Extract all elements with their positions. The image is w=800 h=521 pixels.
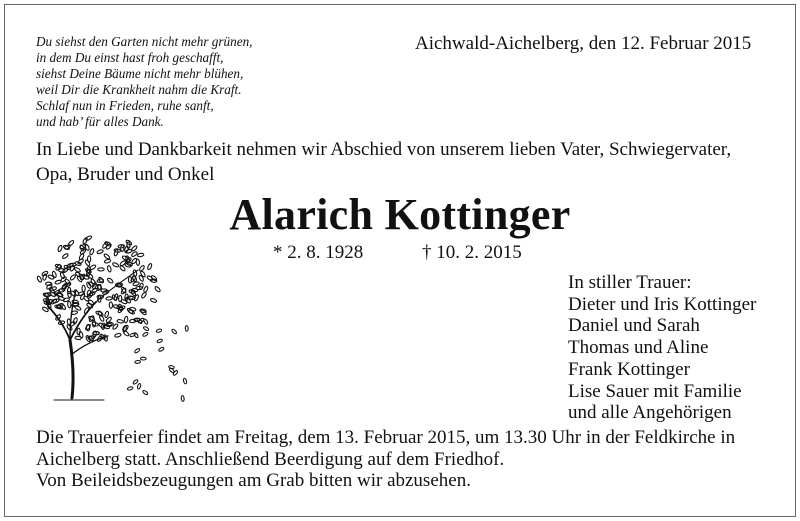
poem-line: in dem Du einst hast froh geschafft,	[36, 50, 224, 65]
funeral-info-line: Aichelberg statt. Anschließend Beerdigung auf dem Friedhof.	[36, 448, 505, 470]
funeral-info-line: Die Trauerfeier findet am Freitag, dem 13. Februar 2015, um 13.30 Uhr in der Feldkirche in	[36, 427, 736, 448]
intro-line: Opa, Bruder und Onkel	[36, 164, 215, 185]
place-and-date: Aichwald-Aichelberg, den 12. Februar 2015	[415, 33, 752, 54]
intro-line: In Liebe und Dankbarkeit nehmen wir Abschied von unserem lieben Vater, Schwiegervater,	[36, 139, 732, 160]
mourner-name: und alle Angehörigen	[568, 402, 732, 424]
funeral-info-line: Von Beileidsbezeugungen am Grab bitten wir abzusehen.	[36, 470, 471, 491]
mourner-name: Dieter und Iris Kottinger	[568, 293, 757, 315]
mourner-name: Daniel und Sarah	[568, 315, 700, 337]
funeral-info	[36, 427, 735, 492]
mourner-name: Frank Kottinger	[568, 358, 690, 380]
mourners-list	[568, 272, 756, 424]
poem	[36, 34, 252, 130]
death-date: † 10. 2. 2015	[422, 242, 522, 263]
mourners-heading: In stiller Trauer:	[568, 272, 692, 293]
deceased-name: Alarich Kottinger	[229, 190, 571, 239]
mourner-name: Thomas und Aline	[568, 337, 709, 359]
intro-text	[36, 137, 776, 187]
poem-line: Du siehst den Garten nicht mehr grünen,	[36, 34, 253, 49]
poem-line: und hab’ für alles Dank.	[36, 114, 164, 129]
poem-line: siehst Deine Bäume nicht mehr blühen,	[36, 66, 244, 81]
mourner-name: Lise Sauer mit Familie	[568, 380, 742, 402]
poem-line: weil Dir die Krankheit nahm die Kraft.	[36, 82, 242, 97]
windswept-tree-icon	[34, 220, 204, 410]
poem-line: Schlaf nun in Frieden, ruhe sanft,	[36, 98, 214, 113]
birth-date: * 2. 8. 1928	[273, 242, 364, 263]
